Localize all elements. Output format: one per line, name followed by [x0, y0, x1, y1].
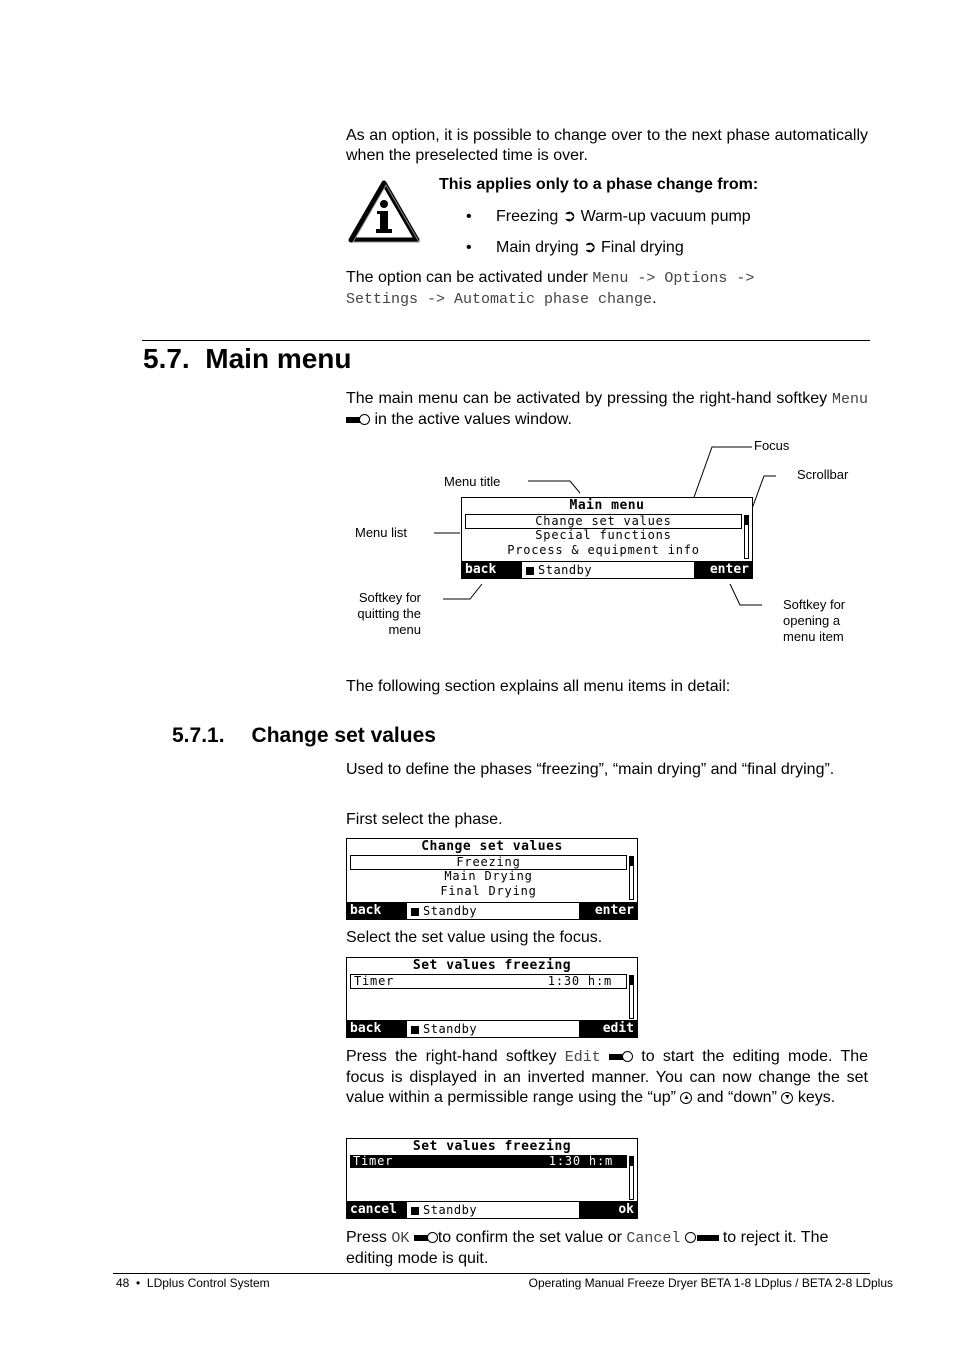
timer-label: Timer [354, 974, 395, 988]
status-square-icon [411, 1207, 419, 1215]
subsection-paragraph-5: Press OK to confirm the set value or Cancel to reject it. The editing mode is quit. [346, 1229, 829, 1267]
screen-title: Main menu [569, 498, 645, 513]
scrollbar[interactable] [629, 975, 634, 1019]
status-standby: Standby [526, 562, 592, 578]
softkey-bar [347, 902, 637, 919]
note-bullet-2: • [466, 239, 472, 256]
screen-title: Set values freezing [412, 1139, 572, 1154]
note-bullet-1: • [466, 208, 472, 225]
footer-rule [113, 1273, 870, 1274]
change-set-values-screen [346, 838, 638, 920]
arrow-right-icon: ➲ [562, 208, 577, 225]
timer-value: 1:30 h:m [547, 974, 612, 988]
status-standby: Standby [411, 1202, 477, 1218]
option-paragraph: The option can be activated under Menu -> Options -> Settings -> Automatic phase change. [346, 269, 755, 308]
menu-item-process-info[interactable]: Process & equipment info [507, 543, 700, 557]
menu-item-final-drying[interactable]: Final Drying [440, 884, 537, 898]
label-menu-title: Menu title [444, 474, 501, 489]
main-menu-screen [461, 497, 753, 579]
status-square-icon [411, 1026, 419, 1034]
footer-right: Operating Manual Freeze Dryer BETA 1-8 LDplus / BETA 2-8 LDplus [528, 1276, 893, 1290]
softkey-bar [347, 1020, 637, 1037]
back-softkey[interactable]: back [347, 1021, 407, 1037]
screen-title: Set values freezing [412, 958, 572, 973]
softkey-bar [347, 1201, 637, 1218]
following-paragraph: The following section explains all menu items in detail: [346, 678, 731, 695]
screen-title: Change set values [421, 839, 563, 854]
right-softkey-icon [609, 1051, 633, 1063]
timer-value: 1:30 h:m [548, 1154, 613, 1168]
menu-path-2: Settings -> Automatic phase change [346, 291, 653, 308]
arrow-right-icon: ➲ [583, 239, 597, 256]
enter-softkey[interactable]: enter [694, 562, 752, 578]
main-menu-paragraph: The main menu can be activated by pressing the right-hand softkey Menu in the active values window. [346, 390, 868, 428]
menu-item-freezing[interactable]: Freezing [350, 855, 627, 870]
enter-softkey[interactable]: enter [579, 903, 637, 919]
scrollbar[interactable] [744, 515, 749, 559]
menu-item-special-functions[interactable]: Special functions [535, 528, 672, 542]
subsection-paragraph-1: Used to define the phases “freezing”, “main drying” and “final drying”. [346, 761, 835, 778]
right-softkey-icon [414, 1232, 438, 1244]
back-softkey[interactable]: back [347, 903, 407, 919]
page-number: 48 [116, 1276, 130, 1290]
ok-softkey[interactable]: ok [579, 1202, 637, 1218]
edit-softkey[interactable]: edit [579, 1021, 637, 1037]
note-heading: This applies only to a phase change from: [439, 176, 759, 193]
back-softkey[interactable]: back [462, 562, 522, 578]
menu-item-change-set-values[interactable]: Change set values [465, 514, 742, 529]
up-key-icon: ▲ [680, 1092, 692, 1104]
scrollbar[interactable] [629, 1156, 634, 1200]
note-bullet-1-text: Freezing ➲ Warm-up vacuum pump [496, 208, 751, 225]
status-square-icon [526, 567, 534, 575]
section-heading: 5.7. Main menu [143, 343, 352, 374]
scrollbar[interactable] [629, 856, 634, 900]
status-square-icon [411, 908, 419, 916]
section-rule [142, 340, 870, 341]
menu-path-1: Menu -> Options -> [592, 270, 755, 287]
timer-set-value[interactable] [350, 974, 627, 989]
label-focus: Focus [754, 438, 790, 453]
label-scrollbar: Scrollbar [797, 467, 849, 482]
cancel-softkey[interactable]: cancel [347, 1202, 407, 1218]
softkey-bar [462, 561, 752, 578]
chapter-name: LDplus Control System [146, 1276, 270, 1290]
set-values-editing-screen [346, 1138, 638, 1219]
set-values-freezing-screen [346, 957, 638, 1038]
subsection-paragraph-4: Press the right-hand softkey Edit to start the editing mode. The focus is displayed in an inverted manner. You can now change the set value within a permissible range using the “up” ▲ and “down” ▼ keys. [346, 1048, 869, 1106]
timer-set-value-editing[interactable] [350, 1155, 627, 1168]
subsection-heading: 5.7.1. Change set values [172, 724, 436, 747]
menu-item-main-drying[interactable]: Main Drying [444, 869, 533, 883]
footer-left: 48 • LDplus Control System [116, 1276, 270, 1290]
left-softkey-icon [685, 1232, 723, 1244]
status-standby: Standby [411, 903, 477, 919]
subsection-paragraph-3: Select the set value using the focus. [346, 929, 603, 946]
down-key-icon: ▼ [781, 1092, 793, 1104]
subsection-paragraph-2: First select the phase. [346, 811, 503, 828]
info-warning-icon [348, 180, 420, 244]
label-softkey-open: Softkey for opening a menu item [783, 597, 846, 644]
note-bullet-2-text: Main drying ➲ Final drying [496, 239, 684, 256]
label-menu-list: Menu list [355, 525, 408, 540]
label-softkey-quit: Softkey for quitting the menu [357, 590, 421, 637]
status-standby: Standby [411, 1021, 477, 1037]
timer-label: Timer [353, 1154, 394, 1168]
right-softkey-icon [346, 414, 370, 426]
intro-paragraph: As an option, it is possible to change over to the next phase automatically when the preselected time is over. [346, 127, 868, 164]
